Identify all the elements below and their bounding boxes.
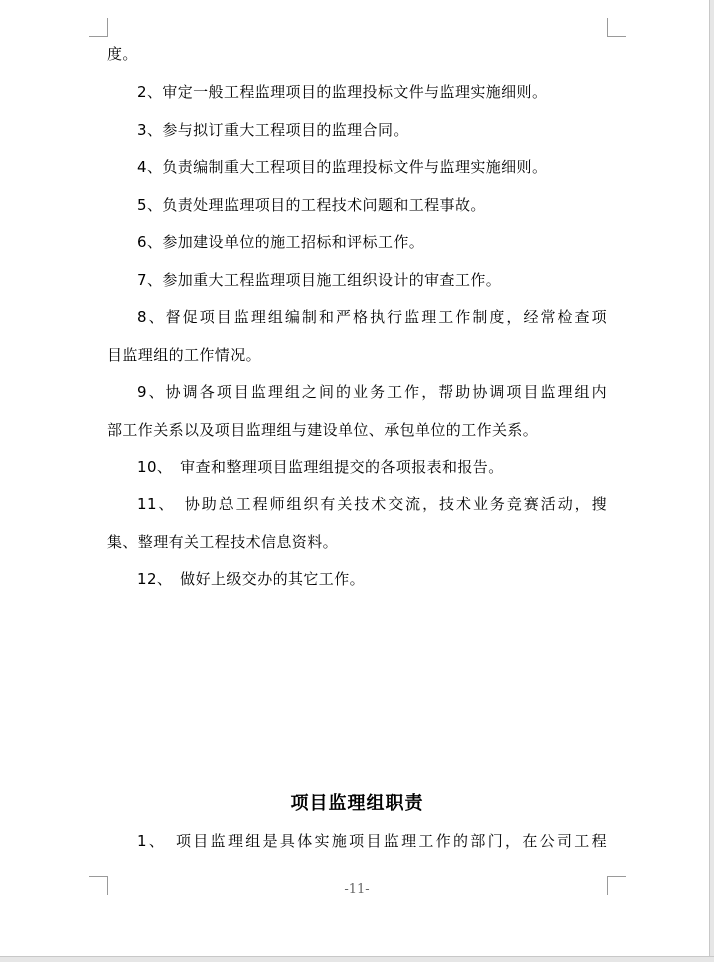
text-line: 度。 <box>107 45 138 63</box>
list-item-4: 4、负责编制重大工程项目的监理投标文件与监理实施细则。 <box>137 158 548 176</box>
list-item-7: 7、参加重大工程监理项目施工组织设计的审查工作。 <box>137 271 502 289</box>
list-item-11-continued: 集、整理有关工程技术信息资料。 <box>107 533 339 551</box>
section-list-item-1: 1、 项目监理组是具体实施项目监理工作的部门，在公司工程 <box>137 832 607 850</box>
list-item-6: 6、参加建设单位的施工招标和评标工作。 <box>137 233 425 251</box>
list-item-5: 5、负责处理监理项目的工程技术问题和工程事故。 <box>137 196 486 214</box>
list-item-2: 2、审定一般工程监理项目的监理投标文件与监理实施细则。 <box>137 83 548 101</box>
page-number: -11- <box>344 882 370 897</box>
section-heading: 项目监理组职责 <box>290 793 424 814</box>
list-item-9-continued: 部工作关系以及项目监理组与建设单位、承包单位的工作关系。 <box>107 421 539 439</box>
list-item-3: 3、参与拟订重大工程项目的监理合同。 <box>137 121 409 139</box>
page-edge-bottom <box>0 956 714 962</box>
list-item-10: 10、 审查和整理项目监理组提交的各项报表和报告。 <box>137 458 504 476</box>
list-item-8-continued: 目监理组的工作情况。 <box>107 346 262 364</box>
list-item-8: 8、督促项目监理组编制和严格执行监理工作制度，经常检查项 <box>137 308 607 326</box>
list-item-12: 12、 做好上级交办的其它工作。 <box>137 570 365 588</box>
list-item-11: 11、 协助总工程师组织有关技术交流，技术业务竞赛活动，搜 <box>137 495 607 513</box>
crop-mark-top-right <box>607 18 626 37</box>
crop-mark-top-left <box>89 18 108 37</box>
list-item-9: 9、协调各项目监理组之间的业务工作，帮助协调项目监理组内 <box>137 383 607 401</box>
page-edge-right <box>709 0 714 961</box>
